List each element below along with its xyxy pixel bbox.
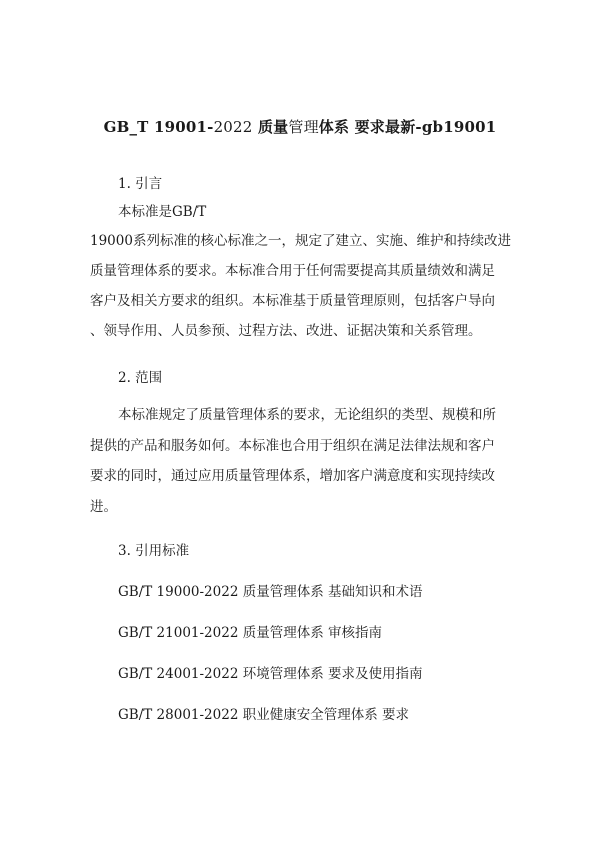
title-part-3: 质量 [252, 118, 289, 136]
reference-item-2: GB/T 21001-2022 质量管理体系 审核指南 [118, 625, 382, 641]
scope-line-2: 提供的产品和服务如何。本标准也合用于组织在满足法律法规和客户 [90, 438, 495, 454]
title-part-5: 体系 要求最新-gb19001 [318, 118, 497, 136]
intro-line-5: 、领导作用、人员参预、过程方法、改进、证据决策和关系管理。 [90, 323, 482, 339]
title-part-4: 管理 [288, 118, 319, 136]
scope-line-1: 本标准规定了质量管理体系的要求，无论组织的类型、规模和所 [118, 407, 496, 423]
reference-item-1: GB/T 19000-2022 质量管理体系 基础知识和术语 [118, 584, 423, 600]
reference-item-3: GB/T 24001-2022 环境管理体系 要求及使用指南 [118, 666, 423, 682]
intro-line-2: 19000系列标准的核心标准之一，规定了建立、实施、维护和持续改进 [90, 233, 511, 249]
scope-line-4: 进。 [90, 499, 117, 515]
intro-line-3: 质量管理体系的要求。本标准合用于任何需要提高其质量绩效和满足 [90, 263, 495, 279]
section-heading-scope: 2. 范围 [118, 370, 163, 386]
section-heading-references: 3. 引用标准 [118, 543, 190, 559]
intro-line-1: 本标准是GB/T [118, 204, 207, 220]
intro-line-4: 客户及相关方要求的组织。本标准基于质量管理原则，包括客户导向 [90, 293, 495, 309]
title-part-2: 2022 [213, 118, 253, 136]
reference-item-4: GB/T 28001-2022 职业健康安全管理体系 要求 [118, 707, 409, 723]
title-part-1: GB_T 19001- [103, 118, 214, 136]
section-heading-intro: 1. 引言 [118, 176, 163, 192]
scope-line-3: 要求的同时，通过应用质量管理体系，增加客户满意度和实现持续改 [90, 468, 495, 484]
document-title [0, 116, 600, 137]
